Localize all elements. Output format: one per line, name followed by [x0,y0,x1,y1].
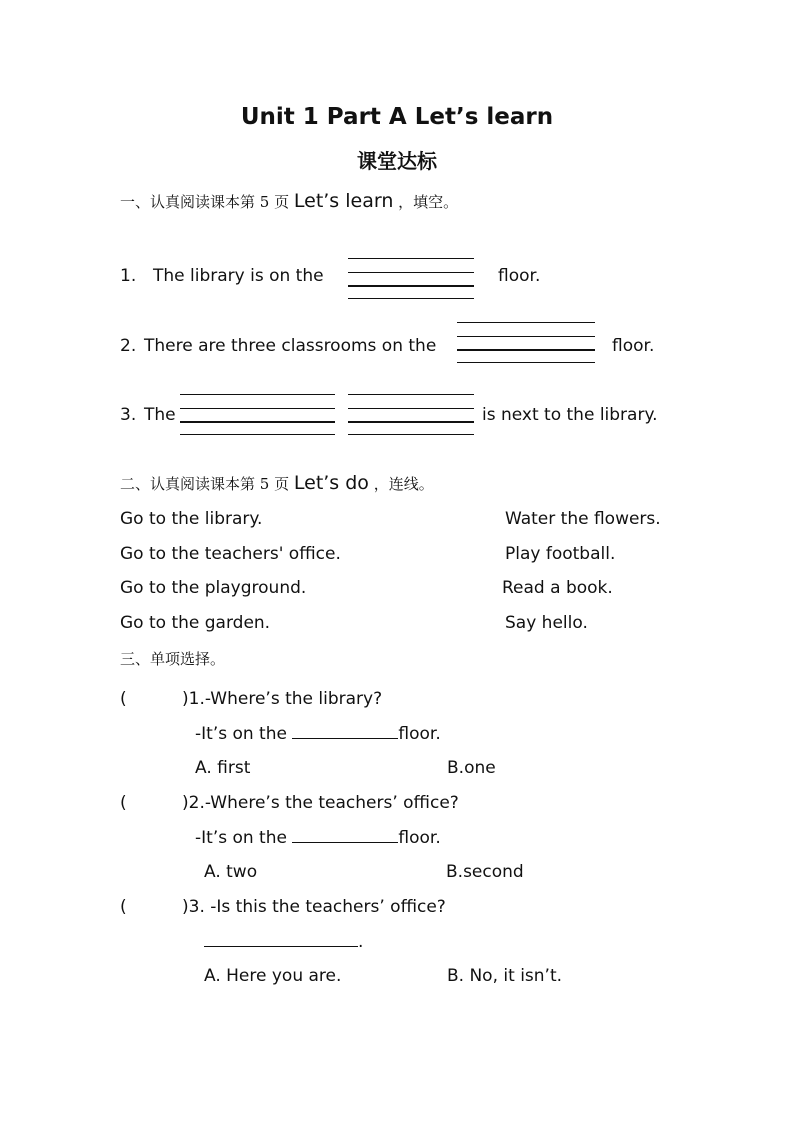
fill-item-1-number: 1. [120,266,137,286]
mc-1-option-b[interactable]: B.one [447,758,496,778]
fill-item-3-writing-lines-a[interactable] [180,394,335,436]
fill-item-3-text: The [144,405,176,425]
section-2-heading-cn: 二、认真阅读课本第 5 页 [120,475,290,493]
fill-item-3-number: 3. [120,405,137,425]
mc-3-blank[interactable] [204,946,358,947]
mc-3-question: )3. -Is this the teachers’ office? [182,897,446,917]
fill-item-2-text: There are three classrooms on the [144,336,437,356]
mc-1-question: )1.-Where’s the library? [182,689,383,709]
mc-1-answer-line [195,724,441,744]
mc-2-option-b[interactable]: B.second [446,862,524,882]
section-1-heading-cn: 一、认真阅读课本第 5 页 [120,193,290,211]
mc-2-answer-after: floor. [398,828,441,848]
fill-item-3-after: is next to the library. [482,405,658,425]
page-subtitle: 课堂达标 [357,149,437,173]
mc-2-question: )2.-Where’s the teachers’ office? [182,793,459,813]
mc-1-option-a[interactable]: A. first [195,758,251,778]
mc-2-answer-line [195,828,441,848]
section-1-heading [120,190,458,212]
section-2-heading-tail: ，连线。 [373,475,434,493]
fill-item-2-writing-lines[interactable] [457,322,595,364]
fill-item-1-writing-lines[interactable] [348,258,474,300]
mc-1-answer-before: -It’s on the [195,724,287,744]
section-1-heading-tail: ，填空。 [398,193,459,211]
mc-3-open-paren[interactable]: ( [120,897,127,917]
mc-1-answer-after: floor. [398,724,441,744]
match-right-1[interactable]: Water the flowers. [505,509,661,529]
section-2-heading-en: Let’s do [293,472,369,494]
fill-item-3-writing-lines-b[interactable] [348,394,474,436]
section-2-heading [120,472,434,494]
mc-2-blank[interactable] [292,842,398,843]
match-left-4[interactable]: Go to the garden. [120,613,271,633]
section-1-heading-en: Let’s learn [293,190,394,212]
mc-1-blank[interactable] [292,738,398,739]
mc-3-answer-after: . [358,932,364,952]
mc-2-open-paren[interactable]: ( [120,793,127,813]
fill-item-2-after: floor. [612,336,655,356]
fill-item-2-number: 2. [120,336,137,356]
mc-3-option-b[interactable]: B. No, it isn’t. [447,966,563,986]
match-right-3[interactable]: Read a book. [502,578,613,598]
fill-item-1-after: floor. [498,266,541,286]
mc-3-answer-line [204,932,363,952]
mc-1-open-paren[interactable]: ( [120,689,127,709]
mc-3-option-a[interactable]: A. Here you are. [204,966,342,986]
mc-2-option-a[interactable]: A. two [204,862,258,882]
mc-2-answer-before: -It’s on the [195,828,287,848]
match-left-2[interactable]: Go to the teachers' office. [120,544,341,564]
match-left-1[interactable]: Go to the library. [120,509,263,529]
match-right-2[interactable]: Play football. [505,544,616,564]
fill-item-1-text: The library is on the [153,266,324,286]
match-right-4[interactable]: Say hello. [505,613,588,633]
page-title: Unit 1 Part A Let’s learn [240,104,554,130]
section-3-heading: 三、单项选择。 [120,650,226,668]
match-left-3[interactable]: Go to the playground. [120,578,307,598]
